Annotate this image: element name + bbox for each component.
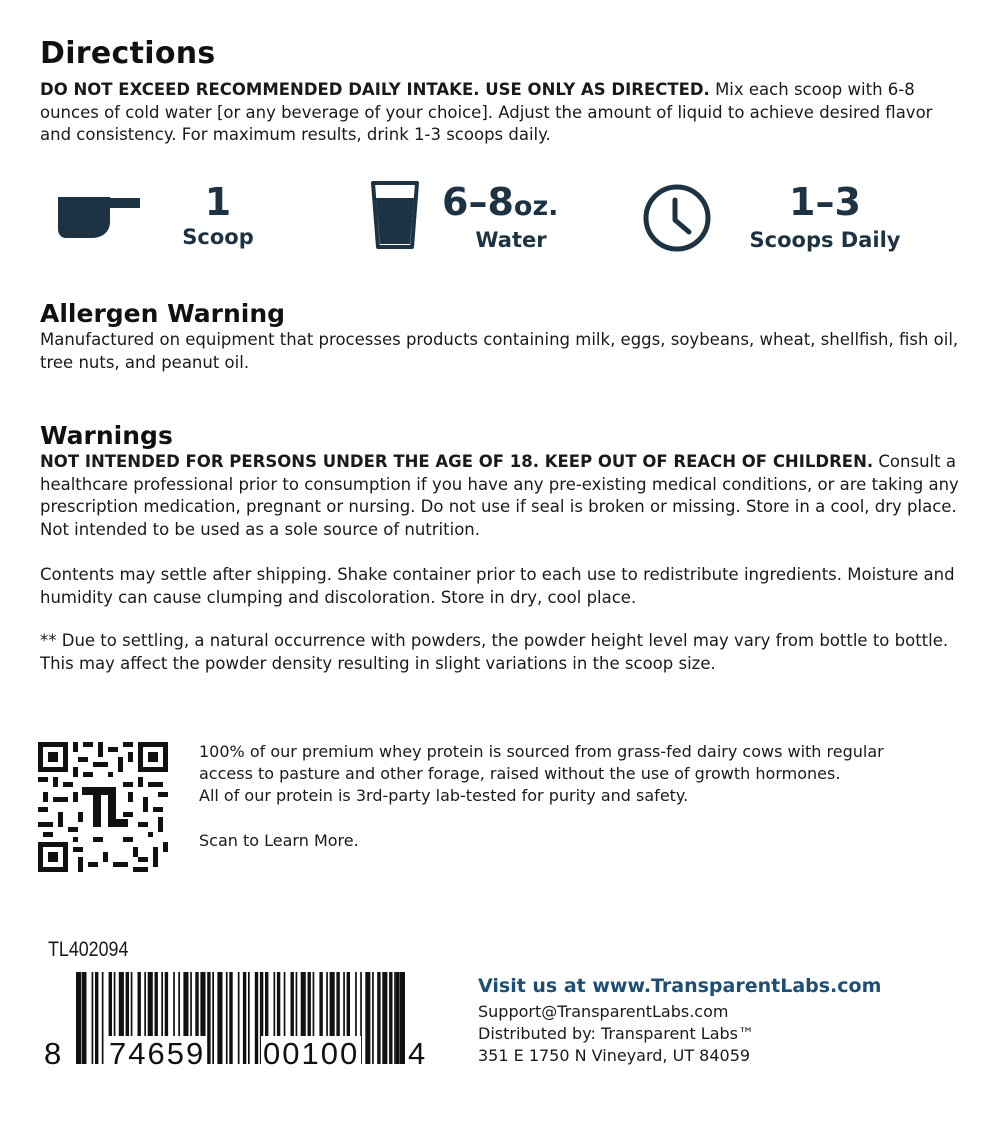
distributor: Distributed by: Transparent Labs™: [478, 1024, 755, 1043]
address: 351 E 1750 N Vineyard, UT 84059: [478, 1046, 751, 1065]
contact-block: [478, 1001, 754, 1067]
website-link[interactable]: Visit us at www.TransparentLabs.com: [478, 975, 882, 997]
water-value: [442, 180, 582, 224]
directions-title: Directions: [40, 36, 216, 71]
warnings-body-text: Consult a healthcare professional prior to consumption if you have any pre-existing medical conditions, or are taking any prescription medication, pregnant or nursing. Do not use if seal is broken or missing. Store in a cool, dry place. Not intended to be used as a sole source of nutrition.: [40, 452, 959, 539]
qr-description: [199, 741, 979, 807]
barcode-digit-right: 4: [408, 1036, 426, 1071]
warnings-text: [40, 451, 965, 541]
glass-icon: [370, 180, 420, 250]
directions-text: [40, 79, 960, 147]
support-email[interactable]: Support@TransparentLabs.com: [478, 1002, 729, 1021]
barcode-group-1: 74659: [109, 1036, 206, 1071]
allergen-title: Allergen Warning: [40, 299, 286, 328]
scoops-daily-value: 1–3: [789, 180, 861, 224]
qr-text-line-2: access to pasture and other forage, raised without the use of growth hormones.: [199, 764, 841, 783]
qr-code[interactable]: [38, 742, 168, 872]
scoop-label: Scoop: [182, 225, 254, 249]
water-label: Water: [475, 228, 547, 252]
qr-text-line-3: All of our protein is 3rd-party lab-tested for purity and safety.: [199, 786, 689, 805]
warnings-paragraph-2: Contents may settle after shipping. Shake container prior to each use to redistribute ingredients. Moisture and humidity can cause clumping and discoloration. Store in dry, cool place.: [40, 565, 955, 607]
warnings-paragraph-3: ** Due to settling, a natural occurrence with powders, the powder height level may vary from bottle to bottle. This may affect the powder density resulting in slight variations in the scoop size.: [40, 631, 949, 673]
directions-body-text: Mix each scoop with 6-8 ounces of cold water [or any beverage of your choice]. Adjust the amount of liquid to achieve desired flavor and consistency. For maximum results, drink 1-3 scoops daily.: [40, 80, 933, 144]
warnings-bold-text: NOT INTENDED FOR PERSONS UNDER THE AGE OF 18. KEEP OUT OF REACH OF CHILDREN.: [40, 452, 874, 471]
lot-number: TL402094: [48, 938, 129, 961]
barcode-digit-left: 8: [44, 1036, 62, 1071]
water-unit: oz.: [513, 191, 559, 222]
water-amount: 6–8: [442, 180, 514, 224]
scoop-value: 1: [204, 180, 232, 224]
qr-code-graphic: [38, 742, 168, 872]
scan-cta: Scan to Learn More.: [199, 831, 359, 850]
scoops-daily-label: Scoops Daily: [749, 228, 901, 252]
warnings-title: Warnings: [40, 421, 173, 450]
directions-bold-text: DO NOT EXCEED RECOMMENDED DAILY INTAKE. USE ONLY AS DIRECTED.: [40, 80, 710, 99]
qr-text-line-1: 100% of our premium whey protein is sourced from grass-fed dairy cows with regular: [199, 742, 884, 761]
scoop-icon: [52, 188, 144, 243]
clock-icon: [642, 183, 712, 253]
barcode-group-2: 00100: [263, 1036, 360, 1071]
allergen-text: Manufactured on equipment that processes products containing milk, eggs, soybeans, wheat, shellfish, fish oil, tree nuts, and peanut oil.: [40, 330, 959, 372]
